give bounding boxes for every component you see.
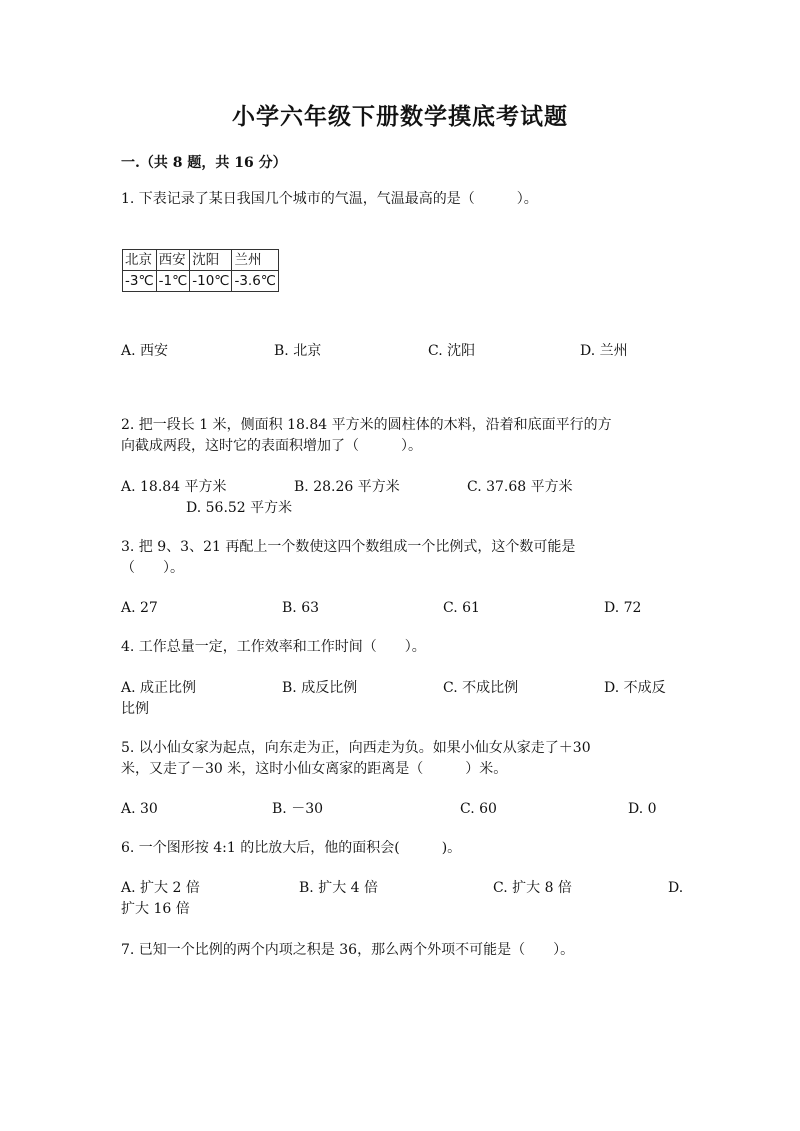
question-7-line-1: 7. 已知一个比例的两个内项之积是 36，那么两个外项不可能是（ ）。 — [121, 942, 575, 958]
q3-option-b: B. 63 — [282, 600, 320, 616]
q4-option-b: B. 成反比例 — [282, 680, 358, 696]
city-cell: 沈阳 — [190, 250, 232, 271]
question-6 — [121, 838, 681, 859]
table-row-cities — [123, 250, 279, 271]
q5-option-b: B. －30 — [272, 801, 324, 817]
q4-option-d-cont: 比例 — [121, 701, 149, 717]
q5-option-c: C. 60 — [460, 801, 497, 817]
question-7 — [121, 940, 681, 961]
q6-option-c: C. 扩大 8 倍 — [493, 880, 572, 896]
question-2 — [121, 415, 681, 457]
city-cell: 西安 — [156, 250, 190, 271]
temp-cell: -10℃ — [190, 271, 232, 292]
q4-option-c: C. 不成比例 — [443, 680, 519, 696]
city-cell: 兰州 — [232, 250, 279, 271]
q6-option-a: A. 扩大 2 倍 — [121, 880, 200, 896]
q5-option-d: D. 0 — [628, 801, 657, 817]
temp-cell: -1℃ — [156, 271, 190, 292]
q5-option-a: A. 30 — [121, 801, 158, 817]
temp-cell: -3.6℃ — [232, 271, 279, 292]
question-3-line-2: （ ）。 — [121, 560, 184, 576]
question-4 — [121, 637, 681, 658]
question-5-line-2: 米，又走了－30 米，这时小仙女离家的距离是（ ）米。 — [121, 761, 508, 777]
q6-option-d-cont: 扩大 16 倍 — [121, 901, 190, 917]
question-6-line-1: 6. 一个图形按 4:1 的比放大后，他的面积会( )。 — [121, 840, 462, 856]
temperature-table — [122, 249, 279, 292]
question-1 — [121, 189, 681, 210]
q1-option-c: C. 沈阳 — [428, 343, 476, 359]
q3-option-d: D. 72 — [604, 600, 642, 616]
question-3 — [121, 537, 681, 579]
q6-option-d: D. — [668, 880, 684, 896]
q4-option-a: A. 成正比例 — [121, 680, 197, 696]
q3-option-c: C. 61 — [443, 600, 480, 616]
q1-option-a: A. 西安 — [121, 343, 169, 359]
question-3-line-1: 3. 把 9、3、21 再配上一个数使这四个数组成一个比例式，这个数可能是 — [121, 539, 576, 555]
q1-option-d: D. 兰州 — [580, 343, 628, 359]
q4-option-d: D. 不成反 — [604, 680, 666, 696]
section-heading: 一.（共 8 题，共 16 分） — [121, 155, 287, 171]
city-cell: 北京 — [123, 250, 157, 271]
q2-option-b: B. 28.26 平方米 — [294, 479, 400, 495]
question-5 — [121, 738, 681, 780]
question-1-line-1: 1. 下表记录了某日我国几个城市的气温，气温最高的是（ ）。 — [121, 191, 538, 207]
table-row-temps — [123, 271, 279, 292]
q6-option-b: B. 扩大 4 倍 — [299, 880, 378, 896]
question-2-line-2: 向截成两段，这时它的表面积增加了（ ）。 — [121, 438, 422, 454]
page-title: 小学六年级下册数学摸底考试题 — [232, 103, 568, 130]
temp-cell: -3℃ — [123, 271, 157, 292]
question-4-line-1: 4. 工作总量一定，工作效率和工作时间（ ）。 — [121, 639, 426, 655]
q1-option-b: B. 北京 — [274, 343, 322, 359]
q2-option-a: A. 18.84 平方米 — [121, 479, 227, 495]
q2-option-d: D. 56.52 平方米 — [186, 500, 293, 516]
q2-option-c: C. 37.68 平方米 — [467, 479, 573, 495]
question-5-line-1: 5. 以小仙女家为起点，向东走为正，向西走为负。如果小仙女从家走了＋30 — [121, 740, 591, 756]
question-2-line-1: 2. 把一段长 1 米，侧面积 18.84 平方米的圆柱体的木料，沿着和底面平行的方 — [121, 417, 612, 433]
q3-option-a: A. 27 — [121, 600, 158, 616]
